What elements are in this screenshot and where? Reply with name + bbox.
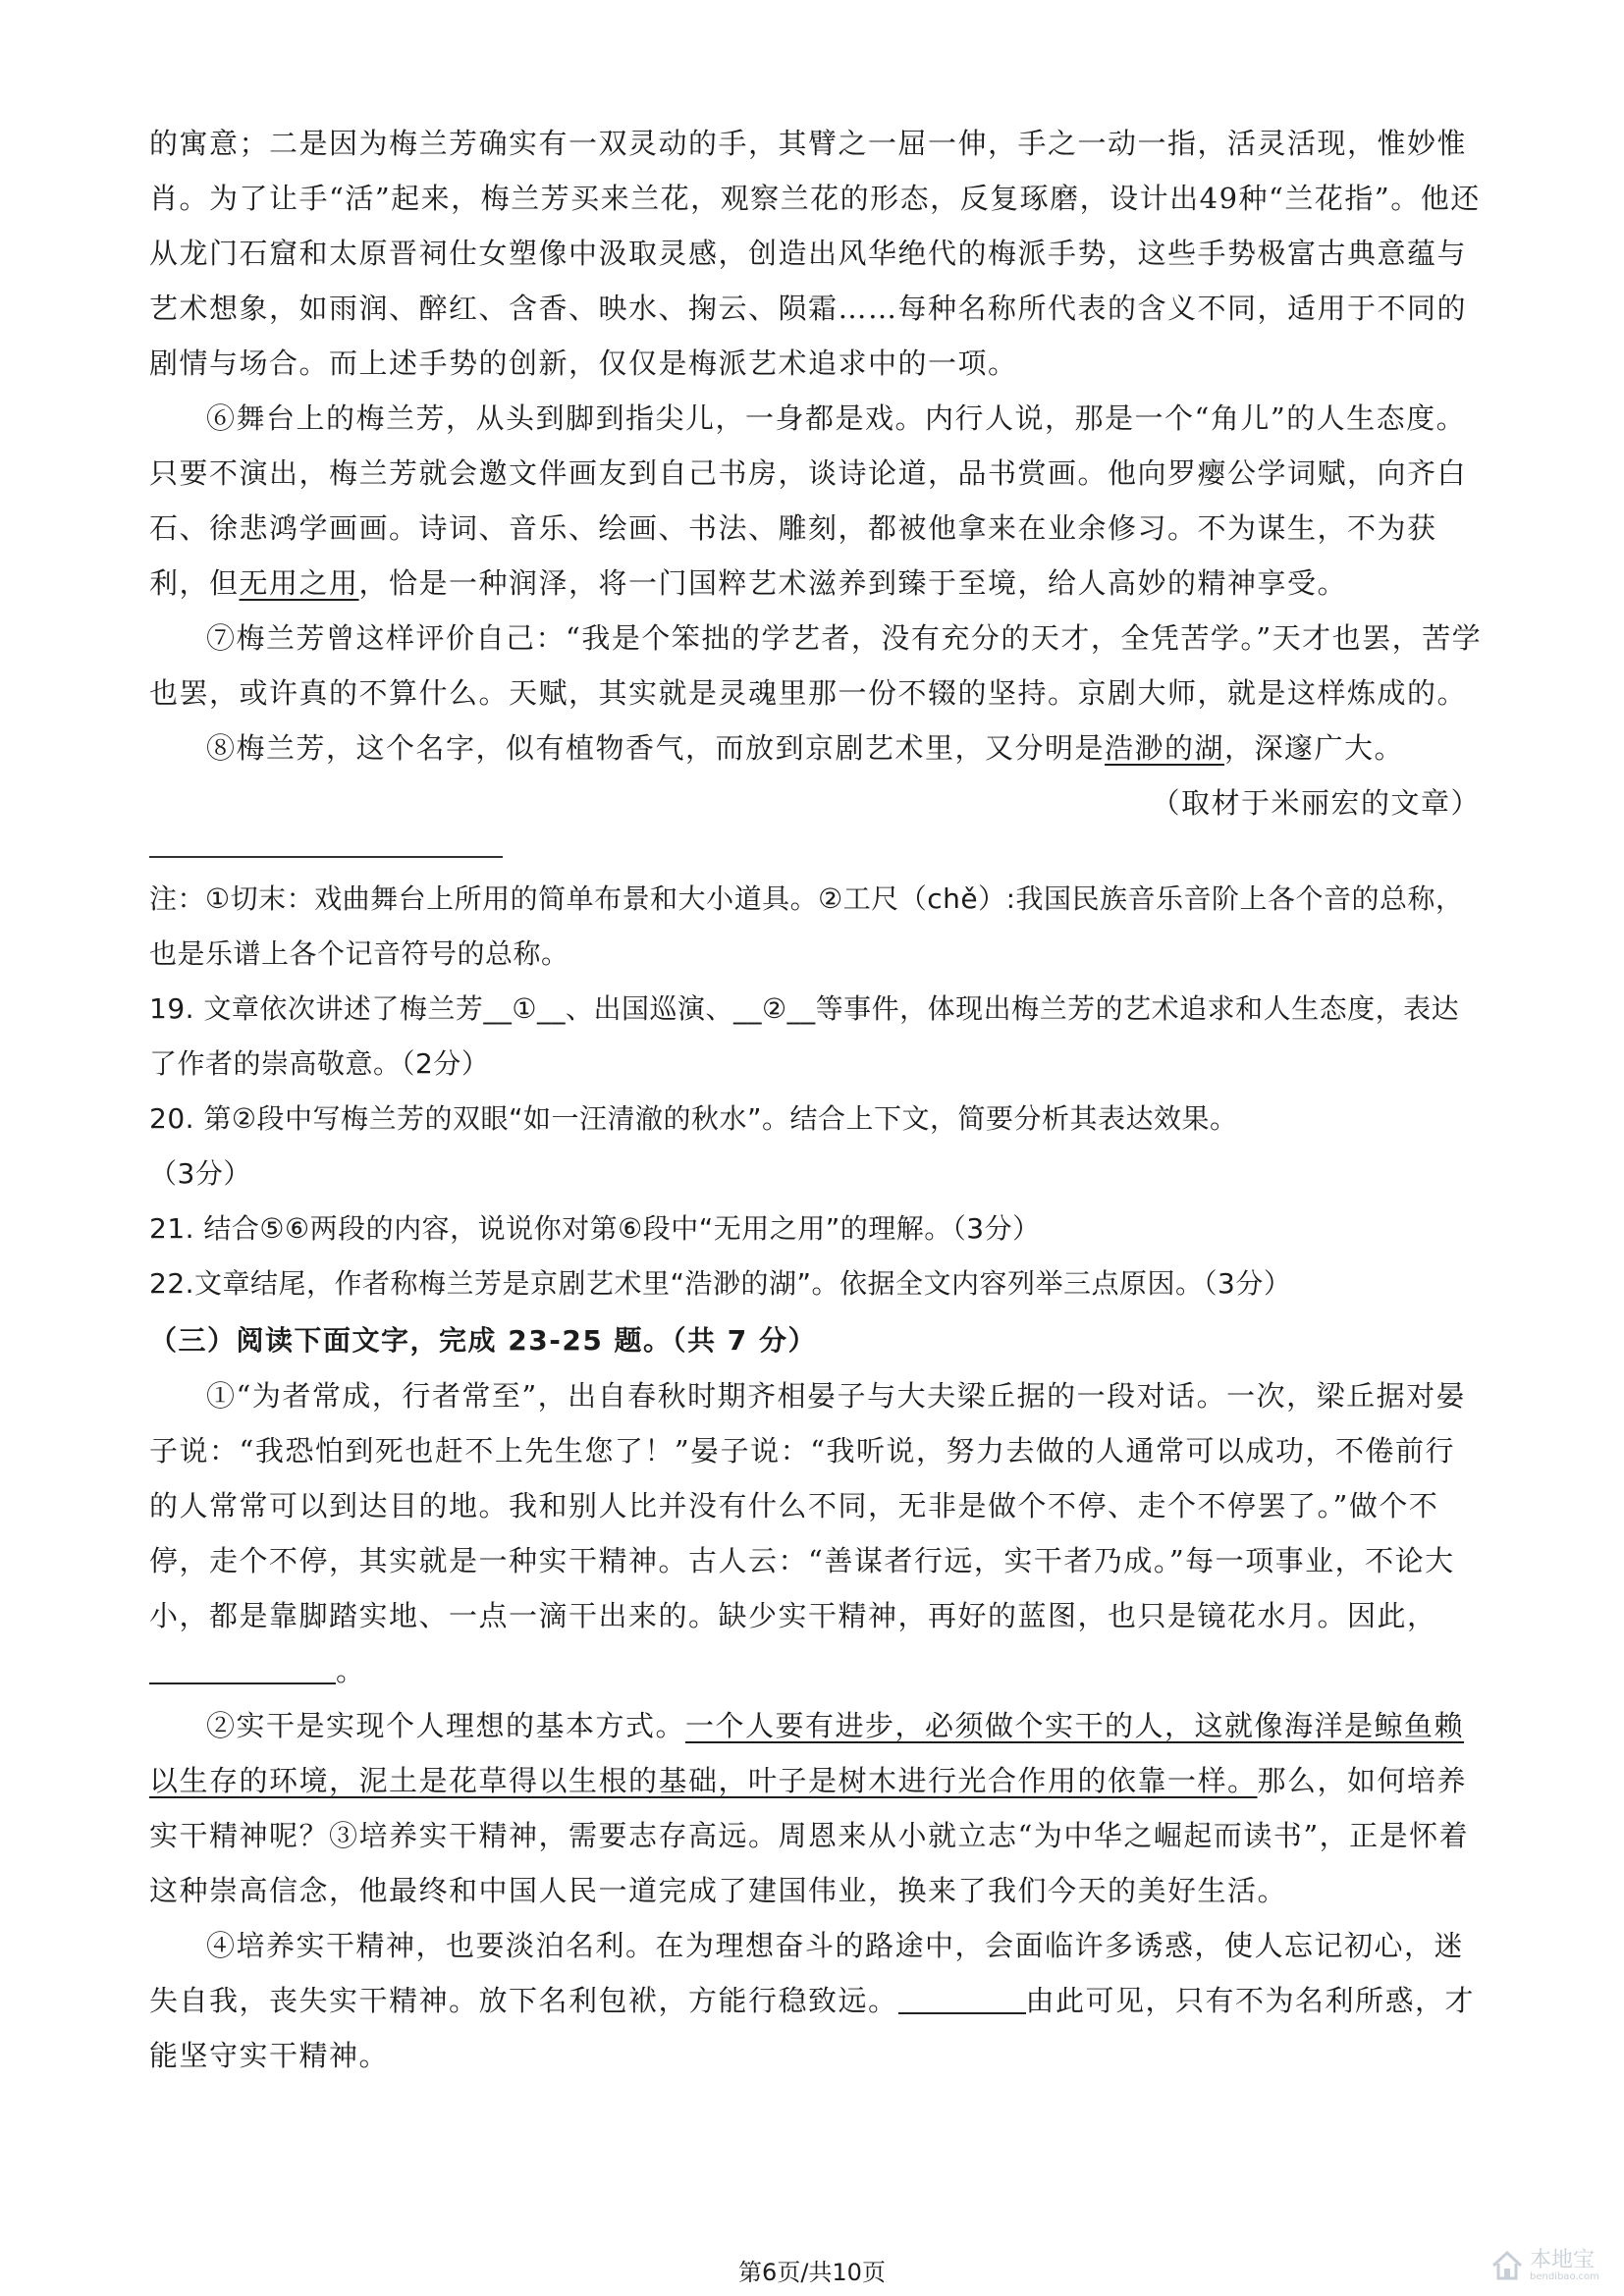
question-22: 22.文章结尾，作者称梅兰芳是京剧艺术里“浩渺的湖”。依据全文内容列举三点原因。（3分） [149,1267,1292,1300]
watermark-sub: bendibao.com [1530,2270,1599,2282]
paragraph-8-text: ⑧梅兰芳，这个名字，似有植物香气，而放到京剧艺术里，又分明是 [206,731,1106,765]
section-3-paragraph-1 [149,1368,1485,1698]
watermark-text: 本地宝 [1530,2247,1596,2272]
question-21: 21. 结合⑤⑥两段的内容，说说你对第⑥段中“无用之用”的理解。（3分） [149,1212,1041,1245]
footnote-divider [149,856,503,858]
section-3-paragraph-1-end: 。 [336,1654,366,1687]
question-20-points: （3分） [149,1157,251,1190]
section-3-title: （三）阅读下面文字，完成 23-25 题。（共 7 分） [149,1324,818,1357]
paragraph-8 [149,721,1485,775]
site-watermark [1490,2241,1618,2290]
underlined-phrase-vast-lake: 浩渺的湖 [1105,731,1225,765]
paragraph-6-text-end: ，恰是一种润泽，将一门国粹艺术滋养到臻于至境，给人高妙的精神享受。 [358,566,1348,600]
answer-blank-23[interactable] [149,1653,336,1684]
section-3-paragraph-1-text: ①“为者常成，行者常至”，出自春秋时期齐相晏子与大夫梁丘据的一段对话。一次，梁丘据对晏子说：“我恐怕到死也赶不上先生您了！”晏子说：“我听说，努力去做的人通常可以成功，不倦前行的人常常可以到达目的地。我和别人比并没有什么不同，无非是做个不停、走个不停罢了。”做个不停，走个不停，其实就是一种实干精神。古人云：“善谋者行远，实干者乃成。”每一项事业，不论大小，都是靠脚踏实地、一点一滴干出来的。缺少实干精神，再好的蓝图，也只是镜花水月。因此， [149,1379,1467,1632]
paragraph-5-continued: 的寓意；二是因为梅兰芳确实有一双灵动的手，其臂之一屈一伸，手之一动一指，活灵活现，惟妙惟肖。为了让手“活”起来，梅兰芳买来兰花，观察兰花的形态，反复琢磨，设计出49种“兰花指”。他还从龙门石窟和太原晋祠仕女塑像中汲取灵感，创造出风华绝代的梅派手势，这些手势极富古典意蕴与艺术想象，如雨润、醉红、含香、映水、掬云、陨霜……每种名称所代表的含义不同，适用于不同的剧情与场合。而上述手势的创新，仅仅是梅派艺术追求中的一项。 [149,127,1481,380]
question-19: 19. 文章依次讲述了梅兰芳__①__、出国巡演、__②__等事件，体现出梅兰芳的艺术追求和人生态度，表达了作者的崇高敬意。（2分） [149,992,1460,1080]
house-icon [1490,2249,1524,2282]
section-3-paragraph-2-text: ②实干是实现个人理想的基本方式。 [206,1709,686,1742]
paragraph-6-text: ⑥舞台上的梅兰芳，从头到脚到指尖儿，一身都是戏。内行人说，那是一个“角儿”的人生态度。只要不演出，梅兰芳就会邀文伴画友到自己书房，谈诗论道，品书赏画。他向罗瘿公学词赋，向齐白石、徐悲鸿学画画。诗词、音乐、绘画、书法、雕刻，都被他拿来在业余修习。不为谋生，不为获利，但 [149,401,1468,600]
answer-blank-24[interactable] [898,1983,1026,2014]
section-3-paragraph-2 [149,1698,1485,1918]
section-3-paragraph-4-text-end: 由此可见，只有不为名利所惑，才能坚守实干精神。 [149,1984,1476,2072]
page-footer: 第6页/共10页 [738,2259,886,2286]
paragraph-6 [149,391,1485,611]
section-3-paragraph-2-text-end: 那么，如何培养实干精神呢？③培养实干精神，需要志存高远。周恩来从小就立志“为中华之崛起而读书”，正是怀着这种崇高信念，他最终和中国人民一道完成了建国伟业，换来了我们今天的美好生活。 [149,1764,1470,1907]
question-20: 20. 第②段中写梅兰芳的双眼“如一汪清澈的秋水”。结合上下文，简要分析其表达效果。 [149,1102,1238,1135]
underlined-phrase-useless-use: 无用之用 [239,566,359,600]
source-citation: （取材于米丽宏的文章） [1151,786,1481,820]
underlined-sentence-analogy: 一个人要有进步，必须做个实干的人，这就像海洋是鲸鱼赖以生存的环境，泥土是花草得以生根的基础，叶子是树木进行光合作用的依靠一样。 [149,1709,1465,1797]
section-3-paragraph-4-text: ④培养实干精神，也要淡泊名利。在为理想奋斗的路途中，会面临许多诱惑，使人忘记初心，迷失自我，丧失实干精神。放下名利包袱，方能行稳致远。 [149,1929,1465,2017]
page-content [149,116,1485,2083]
footnote-text: 注：①切末：戏曲舞台上所用的简单布景和大小道具。②工尺（chě）:我国民族音乐音阶上各个音的总称，也是乐谱上各个记音符号的总称。 [149,882,1464,970]
paragraph-8-text-end: ，深邃广大。 [1224,731,1405,765]
paragraph-7: ⑦梅兰芳曾这样评价自己：“我是个笨拙的学艺者，没有充分的天才，全凭苦学。”天才也罢，苦学也罢，或许真的不算什么。天赋，其实就是灵魂里那一份不辍的坚持。京剧大师，就是这样炼成的。 [149,621,1483,710]
section-3-paragraph-4 [149,1918,1485,2083]
